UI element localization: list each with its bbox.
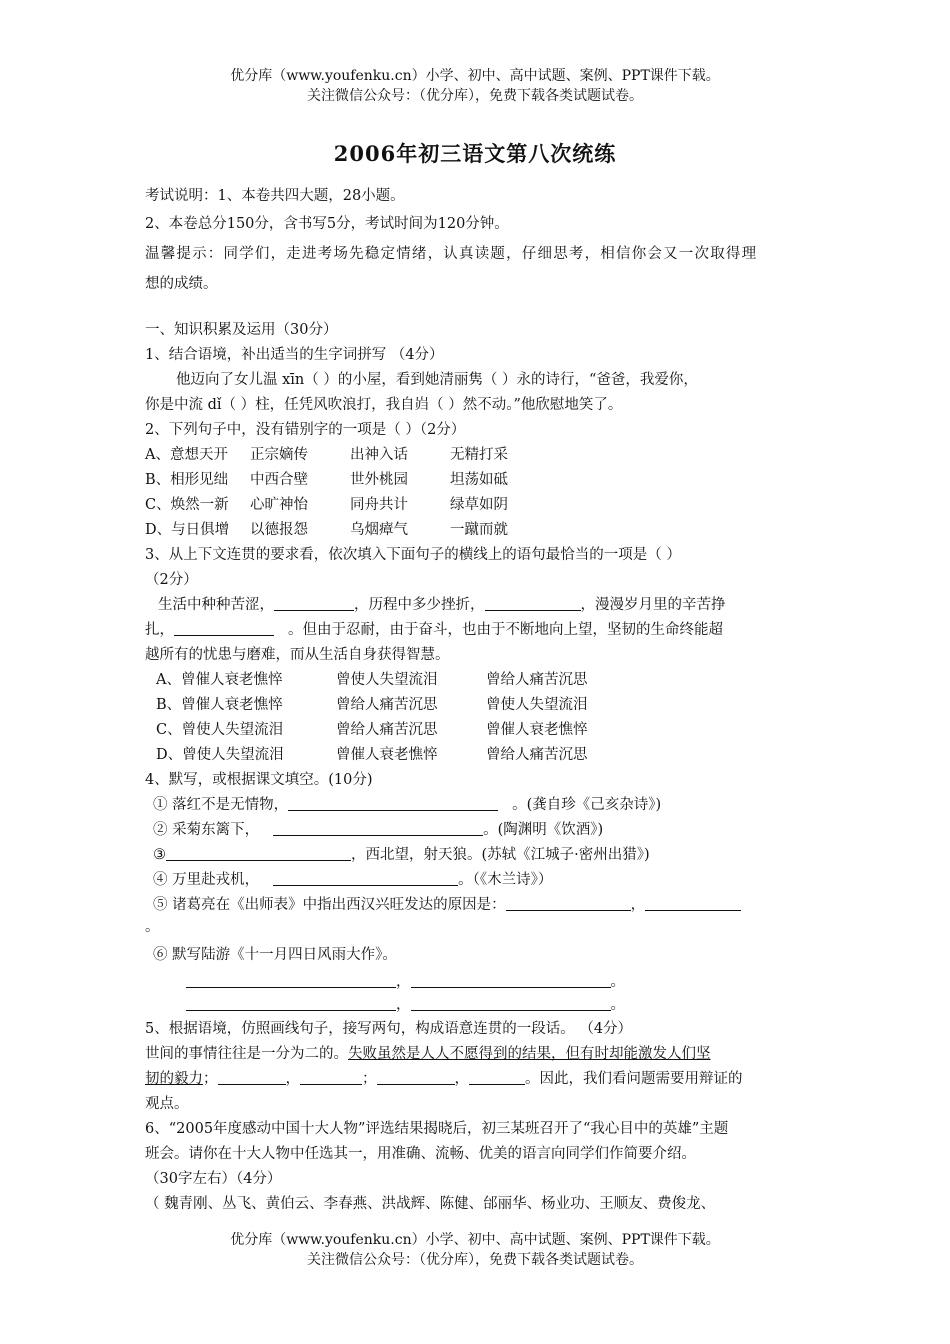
- q2-c-4: 绿草如阴: [450, 497, 508, 513]
- q2-c-1: C、焕然一新: [145, 497, 229, 513]
- q5-stem: 5、根据语境，仿照画线句子，接写两句，构成语意连贯的一段话。 （4分）: [145, 1021, 633, 1037]
- q2-b-2: 中西合壁: [250, 472, 308, 488]
- q5-blank-2[interactable]: [300, 1070, 362, 1085]
- q4-i3b: ，西北望，射天狼。(苏轼《江城子·密州出猎》): [351, 847, 650, 863]
- q3-c-2: 曾给人痛苦沉思: [336, 722, 438, 738]
- q6-line-3: （30字左右）（4分）: [145, 1171, 282, 1187]
- q4-poem-comma-2: ，: [396, 997, 411, 1013]
- q4-i1b: 。(龚自珍《己亥杂诗》): [512, 797, 662, 813]
- q2-a-4: 无精打采: [450, 447, 508, 463]
- q3-b-3: 曾使人失望流泪: [486, 697, 588, 713]
- q4-poem-blank-4[interactable]: [411, 996, 611, 1011]
- q3-passage-1: [158, 593, 823, 617]
- q3-blank-1[interactable]: [274, 596, 354, 611]
- q4-stem: 4、默写，或根据课文填空。(10分): [145, 772, 373, 788]
- q4-poem-comma-1: ，: [396, 974, 411, 990]
- q3-c-3: 曾催人衰老憔悴: [486, 722, 588, 738]
- q2-c-2: 心旷神怡: [250, 497, 308, 513]
- intro-line-2: 2、本卷总分150分，含书写5分，考试时间为120分钟。: [145, 216, 509, 232]
- q3-d-3: 曾给人痛苦沉思: [486, 747, 588, 763]
- q3-a-2: 曾使人失望流泪: [336, 672, 438, 688]
- footer-line-2: 关注微信公众号：（优分库），免费下载各类试题试卷。: [307, 1252, 643, 1268]
- section-title: 一、知识积累及运用（30分）: [145, 322, 338, 338]
- q2-a-2: 正宗嫡传: [250, 447, 308, 463]
- q4-i4b: 。（《木兰诗》）: [458, 872, 553, 888]
- q6-line-4: （ 魏青刚、丛飞、黄伯云、李春燕、洪战辉、陈健、邰丽华、杨业功、王顺友、费俊龙、: [145, 1196, 716, 1212]
- header-line-2: 关注微信公众号：（优分库），免费下载各类试题试卷。: [307, 88, 643, 104]
- q4-blank-3[interactable]: [166, 846, 351, 861]
- q2-d-3: 乌烟瘴气: [350, 522, 408, 538]
- q3-blank-3[interactable]: [174, 621, 274, 636]
- q4-poem-blank-3[interactable]: [186, 996, 396, 1011]
- q4-i5b: ，: [630, 897, 646, 913]
- q3-option-b: [156, 693, 821, 717]
- q2-option-b: [145, 468, 810, 492]
- page-title: 2006年初三语文第八次统练: [333, 141, 617, 166]
- q2-a-1: A、意想天开: [145, 447, 228, 463]
- q2-option-a: [145, 443, 810, 467]
- q2-d-4: 一蹴而就: [450, 522, 508, 538]
- q2-b-4: 坦荡如砥: [450, 472, 508, 488]
- q3-b-1: B、曾催人衰老憔悴: [156, 697, 283, 713]
- q5-p2c: ；: [362, 1071, 377, 1087]
- q4-item-5-end: 。: [145, 919, 160, 935]
- q3-option-d: [156, 743, 821, 767]
- q4-blank-5a[interactable]: [506, 896, 631, 911]
- q6-line-2: 班会。请你在十大人物中任选其一，用准确、流畅、优美的语言向同学们作简要介绍。: [145, 1146, 696, 1162]
- q3-option-c: [156, 718, 821, 742]
- q5-blank-1[interactable]: [218, 1070, 286, 1085]
- q3-d-1: D、曾使人失望流泪: [156, 747, 284, 763]
- q2-b-1: B、相形见绌: [145, 472, 229, 488]
- q3-p1c: ，漫漫岁月里的辛苦挣: [580, 597, 726, 613]
- q3-score: （2分）: [145, 572, 198, 588]
- q3-p1b: ，历程中多少挫折，: [354, 597, 485, 613]
- q4-i1a: ① 落红不是无情物，: [153, 797, 289, 813]
- q4-blank-4[interactable]: [273, 871, 458, 886]
- q5-passage-1: [145, 1042, 810, 1066]
- q4-poem-blank-1[interactable]: [186, 973, 396, 988]
- q3-option-a: [156, 668, 821, 692]
- q4-i4a: ④ 万里赴戎机，: [153, 872, 260, 888]
- q4-i2b: 。(陶渊明《饮酒》): [483, 822, 604, 838]
- q4-item-1: [153, 793, 818, 817]
- header-line-1: 优分库（www.youfenku.cn）小学、初中、高中试题、案例、PPT课件下载。: [230, 68, 720, 84]
- q2-c-3: 同舟共计: [350, 497, 408, 513]
- q5-p1a: 世间的事情往往是一分为二的。: [145, 1046, 348, 1062]
- q5-p2b: ，: [285, 1071, 300, 1087]
- q4-poem-line-1: [186, 970, 851, 994]
- q5-p2e: 。因此，我们看问题需要用辩证的: [525, 1071, 743, 1087]
- q6-line-1: 6、“2005年度感动中国十大人物”评选结果揭晓后，初三某班召开了“我心目中的英雄”主题: [145, 1121, 729, 1137]
- q5-p2d: ，: [454, 1071, 469, 1087]
- q4-item-4: [153, 868, 818, 892]
- q2-d-1: D、与日俱增: [145, 522, 230, 538]
- q3-stem: 3、从上下文连贯的要求看，依次填入下面句子的横线上的语句最恰当的一项是（ ）: [145, 547, 681, 563]
- q4-item-6: ⑥ 默写陆游《十一月四日风雨大作》。: [153, 947, 397, 963]
- q3-passage-2: [145, 618, 810, 642]
- q1-passage-1: 他迈向了女儿温 xīn（ ）的小屋，看到她清丽隽（ ）永的诗行，“爸爸，我爱你，: [176, 372, 698, 388]
- q4-item-3: [153, 843, 818, 867]
- q4-blank-2[interactable]: [273, 821, 483, 836]
- q2-option-d: [145, 518, 810, 542]
- q4-poem-period-2: 。: [610, 997, 625, 1013]
- q3-b-2: 曾给人痛苦沉思: [336, 697, 438, 713]
- q5-blank-4[interactable]: [469, 1070, 525, 1085]
- q4-i3a: ③: [153, 847, 166, 863]
- intro-line-4: 想的成绩。: [145, 276, 218, 292]
- q5-underlined-1: 失败虽然是人人不愿得到的结果，但有时却能激发人们坚: [348, 1046, 711, 1062]
- q4-poem-blank-2[interactable]: [411, 973, 611, 988]
- q5-p2a: ；: [203, 1071, 218, 1087]
- q4-i2a: ② 采菊东篱下，: [153, 822, 260, 838]
- q3-d-2: 曾催人衰老憔悴: [336, 747, 438, 763]
- q1-passage-2: 你是中流 dǐ（ ）柱，任凭风吹浪打，我自岿（ ）然不动。”他欣慰地笑了。: [145, 397, 623, 413]
- q2-a-3: 出神入话: [350, 447, 408, 463]
- q4-blank-1[interactable]: [288, 796, 498, 811]
- q4-poem-period-1: 。: [610, 974, 625, 990]
- q4-item-5: [153, 893, 818, 917]
- q1-stem: 1、结合语境，补出适当的生字词拼写 （4分）: [145, 347, 444, 363]
- q5-passage-3: 观点。: [145, 1096, 189, 1112]
- q4-item-2: [153, 818, 818, 842]
- q5-passage-2: [145, 1067, 810, 1091]
- q3-blank-2[interactable]: [485, 596, 581, 611]
- intro-line-3: 温馨提示：同学们，走进考场先稳定情绪，认真读题，仔细思考，相信你会又一次取得理: [145, 246, 758, 262]
- q2-stem: 2、下列句子中，没有错别字的一项是（ ）（2分）: [145, 422, 466, 438]
- q3-p2b: 。但由于忍耐，由于奋斗，也由于不断地向上望，坚韧的生命终能超: [288, 622, 723, 638]
- q3-c-1: C、曾使人失望流泪: [156, 722, 284, 738]
- q2-b-3: 世外桃园: [350, 472, 408, 488]
- q4-i5a: ⑤ 诸葛亮在《出师表》中指出西汉兴旺发达的原因是：: [153, 897, 506, 913]
- footer-line-1: 优分库（www.youfenku.cn）小学、初中、高中试题、案例、PPT课件下载。: [230, 1232, 720, 1248]
- intro-line-1: 考试说明：1、本卷共四大题，28小题。: [145, 188, 405, 204]
- q3-a-3: 曾给人痛苦沉思: [486, 672, 588, 688]
- q2-option-c: [145, 493, 810, 517]
- q5-blank-3[interactable]: [377, 1070, 455, 1085]
- q4-blank-5b[interactable]: [645, 896, 741, 911]
- q4-poem-line-2: [186, 993, 851, 1017]
- q3-passage-3: 越所有的忧患与磨难，而从生活自身获得智慧。: [145, 647, 450, 663]
- q3-p2a: 扎，: [145, 622, 174, 638]
- q3-a-1: A、曾催人衰老憔悴: [156, 672, 283, 688]
- q2-d-2: 以德报怨: [250, 522, 308, 538]
- q3-p1a: 生活中种种苦涩，: [158, 597, 274, 613]
- q5-underlined-2: 韧的毅力: [145, 1071, 203, 1087]
